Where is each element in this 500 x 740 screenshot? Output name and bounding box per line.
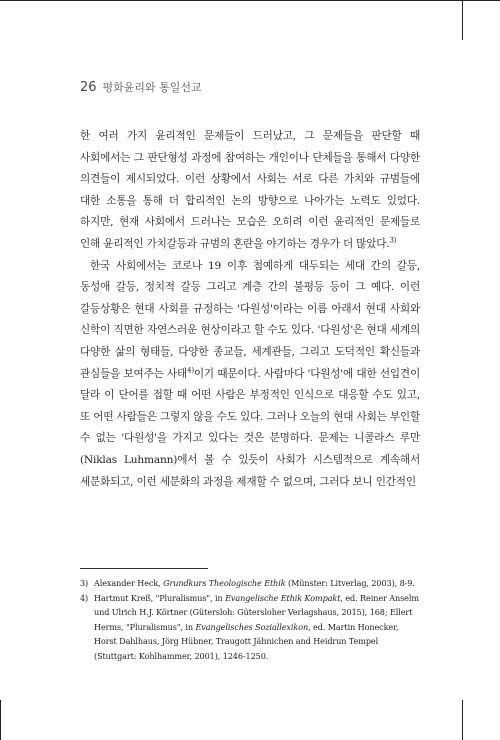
- page-number: 26: [80, 80, 97, 95]
- footnote-text-part: , ed. Reiner Anselm und Ulrich H.J. Körtner (Gütersloh: Gütersloher Verlagshaus, 2015), 168; Ellert Herms, "Pluralismus", in: [94, 592, 419, 632]
- footnote-number: 3): [80, 578, 89, 588]
- footnote-text-part: (Münster: Litverlag, 2003), 8-9.: [285, 578, 415, 588]
- footnote-text-part: , ed. Martin Honecker, Horst Dahlhaus, Jörg Hübner, Traugott Jähnichen and Heidrun Tempel (Stuttgart: Kohlhammer, 2001), 1246-1250.: [94, 621, 399, 661]
- paragraph-text: 이기 때문이다. 사람마다 '다원성'에 대한 선입견이 달라 이 단어를 접할 때 어떤 사람은 부정적인 인식으로 대응할 수도 있고, 또 어떤 사람들은 그렇지 않을 수도 있다. 그러나 오늘의 현대 사회는 부인할 수 없는 '다원성'을 가지고 있다는 것은 분명하다. 문제는 니콜라스 루만(Niklas Luhmann)에서 볼 수 있듯이 사회가 시스템적으로 계속해서 세분화되고, 이런 세분화의 과정을 제재할 수 없으며, 그러다 보니 인간적인: [80, 367, 420, 488]
- paragraph-text: 한국 사회에서는 코로나 19 이후 첨예하게 대두되는 세대 간의 갈등, 동성애 갈등, 정치적 갈등 그리고 계층 간의 불평등 등이 그 예다. 이런 갈등상황은 현대 사회를 규정하는 '다원성'이라는 이름 아래서 현대 사회와 신학이 직면한 자연스러운 현상이라고 할 수도 있다. '다원성'은 현대 세계의 다양한 삶의 형태들, 다양한 종교들, 세계관들, 그리고 도덕적인 확신들과 관심들을 보여주는 사태: [80, 259, 420, 380]
- running-head: [80, 79, 202, 95]
- crop-mark-left-bottom: [0, 700, 1, 740]
- footnote: [80, 591, 420, 664]
- paragraph-text: 한 여러 가지 윤리적인 문제들이 드러났고, 그 문제들을 판단할 때 사회에서는 그 판단형성 과정에 참여하는 개인이나 단체들을 통해서 다양한 의견들이 제시되었다. 이런 상황에서 사회는 서로 다른 가치와 규범들에 대한 소통을 통해 더 합리적인 논의 방향으로 나아가는 노력도 있었다. 하지만, 현재 사회에서 드러나는 모습은 오히려 이런 윤리적인 문제들로 인해 윤리적인 가치갈등과 규범의 혼란을 야기하는 경우가 더 많았다.: [80, 130, 420, 250]
- footnote-text-part: Hartmut Kreß, "Pluralismus", in: [94, 592, 226, 603]
- paragraph: [80, 256, 420, 494]
- footnote-book-title: Evangelisches Soziallexikon: [195, 621, 309, 632]
- footnote-ref[interactable]: 3): [389, 236, 397, 245]
- footnote-text: [94, 591, 420, 664]
- footnote-number: 4): [80, 592, 89, 603]
- footnote: [80, 576, 420, 591]
- footnote-book-title: Evangelische Ethik Kompakt: [225, 592, 341, 603]
- footnote-text-part: Alexander Heck,: [94, 578, 164, 588]
- crop-mark-right-bottom: [462, 700, 463, 740]
- crop-mark-right-top: [462, 0, 463, 40]
- footnote-divider: [80, 568, 208, 569]
- body-text: [80, 126, 420, 493]
- footnote-ref[interactable]: 4): [187, 366, 194, 374]
- footnote-text: [94, 576, 420, 591]
- footnotes: [80, 576, 420, 664]
- footnote-book-title: Grundkurs Theologische Ethik: [163, 578, 286, 588]
- paragraph: [80, 126, 420, 256]
- crop-mark-top: [0, 0, 500, 1]
- running-head-title: 평화윤리와 통일선교: [102, 81, 202, 94]
